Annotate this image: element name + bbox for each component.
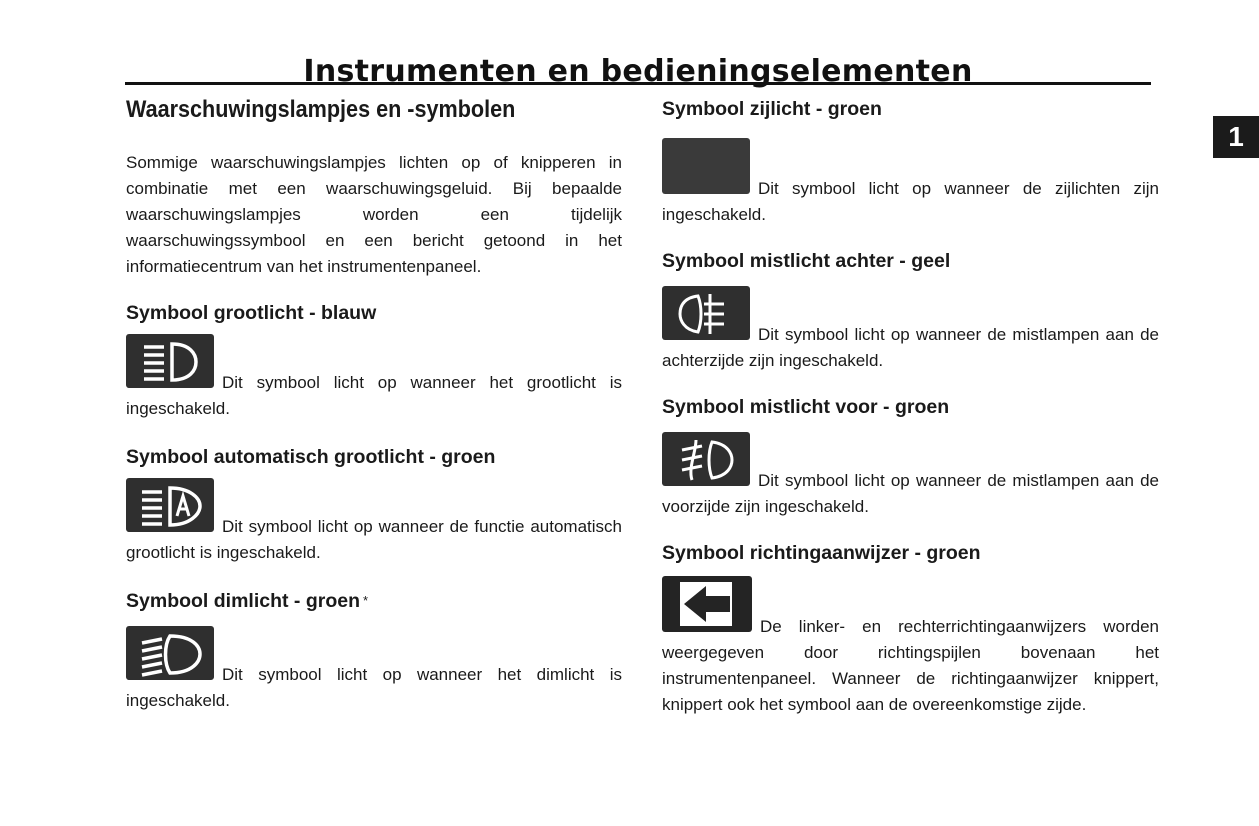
rear-fog-text: Dit symbool licht op wanneer de mistlampen aan de achterzijde zijn ingeschakeld.: [662, 325, 1159, 370]
rear-fog-light-icon: [662, 286, 750, 340]
rear-fog-title: Symbool mistlicht achter - geel: [662, 250, 951, 272]
chapter-tab: 1: [1213, 116, 1259, 158]
rear-fog-entry: [662, 286, 1159, 374]
auto-high-beam-block: [126, 444, 622, 566]
high-beam-text: Dit symbool licht op wanneer het grootlicht is ingeschakeld.: [126, 373, 622, 418]
auto-high-beam-icon: [126, 478, 214, 532]
high-beam-block: [126, 300, 622, 422]
side-light-icon: [662, 138, 750, 194]
front-fog-title: Symbool mistlicht voor - groen: [662, 396, 950, 418]
side-light-title: Symbool zijlicht - groen: [662, 98, 882, 120]
intro-paragraph: Sommige waarschuwingslampjes lichten op of knipperen in combinatie met een waarschuwingsgeluid. Bij bepaalde waarschuwingslampjes worden een tijdelijk waarschuwingssymbool en een bericht getoond in het informatiecentrum van het instrumentenpaneel.: [126, 153, 622, 276]
right-column: [662, 96, 1159, 718]
title-divider: [125, 82, 1151, 85]
low-beam-icon: [126, 626, 214, 680]
turn-signal-arrow-icon: [662, 576, 752, 632]
low-beam-title: Symbool dimlicht - groen *: [126, 590, 369, 612]
front-fog-entry: [662, 432, 1159, 520]
low-beam-text: Dit symbool licht op wanneer het dimlicht is ingeschakeld.: [126, 665, 622, 710]
front-fog-light-icon: [662, 432, 750, 486]
turn-signal-entry: [662, 576, 1159, 718]
front-fog-text: Dit symbool licht op wanneer de mistlampen aan de voorzijde zijn ingeschakeld.: [662, 471, 1159, 516]
side-light-text: Dit symbool licht op wanneer de zijlichten zijn ingeschakeld.: [662, 179, 1159, 224]
side-light-entry: [662, 138, 1159, 228]
front-fog-block: [662, 394, 1159, 520]
low-beam-block: [126, 588, 622, 714]
auto-high-beam-title: Symbool automatisch grootlicht - groen: [126, 446, 496, 468]
section-title: Waarschuwingslampjes en -symbolen: [126, 96, 516, 123]
side-light-block: [662, 96, 1159, 228]
left-column: [126, 96, 622, 714]
rear-fog-block: [662, 248, 1159, 374]
auto-high-beam-entry: [126, 478, 622, 566]
page-title: Instrumenten en bedieningselementen: [303, 54, 973, 90]
high-beam-icon: [126, 334, 214, 388]
turn-signal-text: De linker- en rechterrichtingaanwijzers worden weergegeven door richtingspijlen bovenaan het instrumentenpaneel. Wanneer de richtingaanwijzer knippert, knippert ook het symbool aan de overeenkomstige zijde.: [662, 617, 1159, 714]
turn-signal-block: [662, 540, 1159, 718]
low-beam-entry: [126, 626, 622, 714]
turn-signal-title: Symbool richtingaanwijzer - groen: [662, 542, 981, 564]
high-beam-title: Symbool grootlicht - blauw: [126, 302, 377, 324]
high-beam-entry: [126, 334, 622, 422]
auto-high-beam-text: Dit symbool licht op wanneer de functie automatisch grootlicht is ingeschakeld.: [126, 517, 622, 562]
